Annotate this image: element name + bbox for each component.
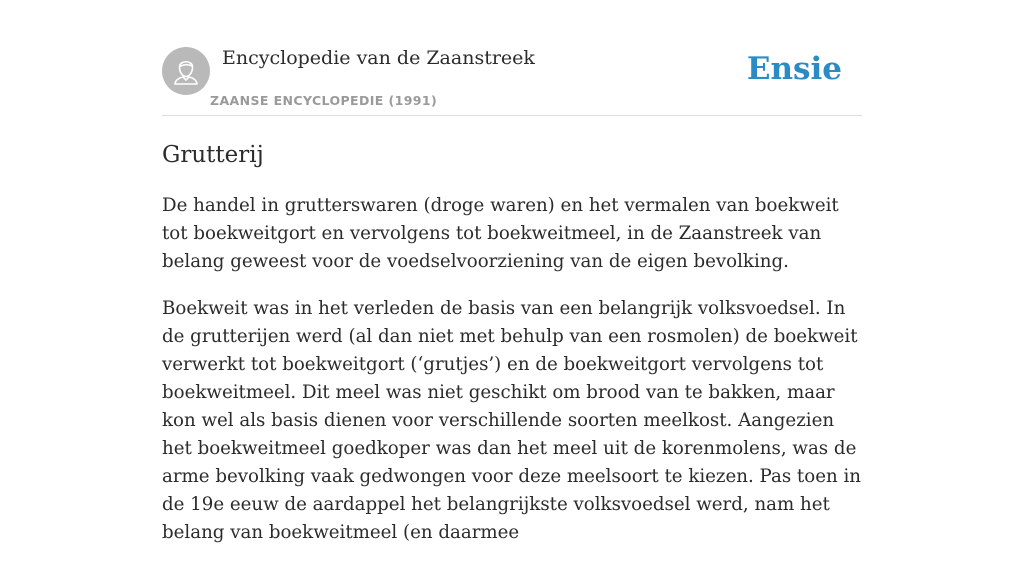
article-title: Grutterij bbox=[162, 142, 264, 168]
source-title[interactable]: Encyclopedie van de Zaanstreek bbox=[222, 47, 535, 69]
source-subtitle: ZAANSE ENCYCLOPEDIE (1991) bbox=[210, 93, 438, 108]
user-avatar-icon[interactable] bbox=[162, 47, 210, 95]
article-paragraph: Boekweit was in het verleden de basis van een belangrijk volksvoedsel. In de grutterijen werd (al dan niet met behulp van een rosmolen) de boekweit verwerkt tot boekweitgort (‘grutjes’) en de boekweitgort vervolgens tot boekweitmeel. Dit meel was niet geschikt om brood van te bakken, maar kon wel als basis dienen voor verschillende soorten meelkost. Aangezien het boekweitmeel goedkoper was dan het meel uit de korenmolens, was de arme bevolking vaak gedwongen voor deze meelsoort te kiezen. Pas toen in de 19e eeuw de aardappel het belangrijkste volksvoedsel werd, nam het belang van boekweitmeel (en daarmee bbox=[162, 298, 861, 543]
ensie-logo-link[interactable]: Ensie bbox=[746, 51, 842, 87]
page-container bbox=[162, 0, 862, 543]
article-paragraph: De handel in grutterswaren (droge waren) en het vermalen van boekweit tot boekweitgort en vervolgens tot boekweitmeel, in de Zaanstreek van belang geweest voor de voedselvoorziening van de eigen bevolking. bbox=[162, 195, 839, 272]
article-body bbox=[162, 192, 862, 566]
source-header bbox=[162, 0, 862, 116]
